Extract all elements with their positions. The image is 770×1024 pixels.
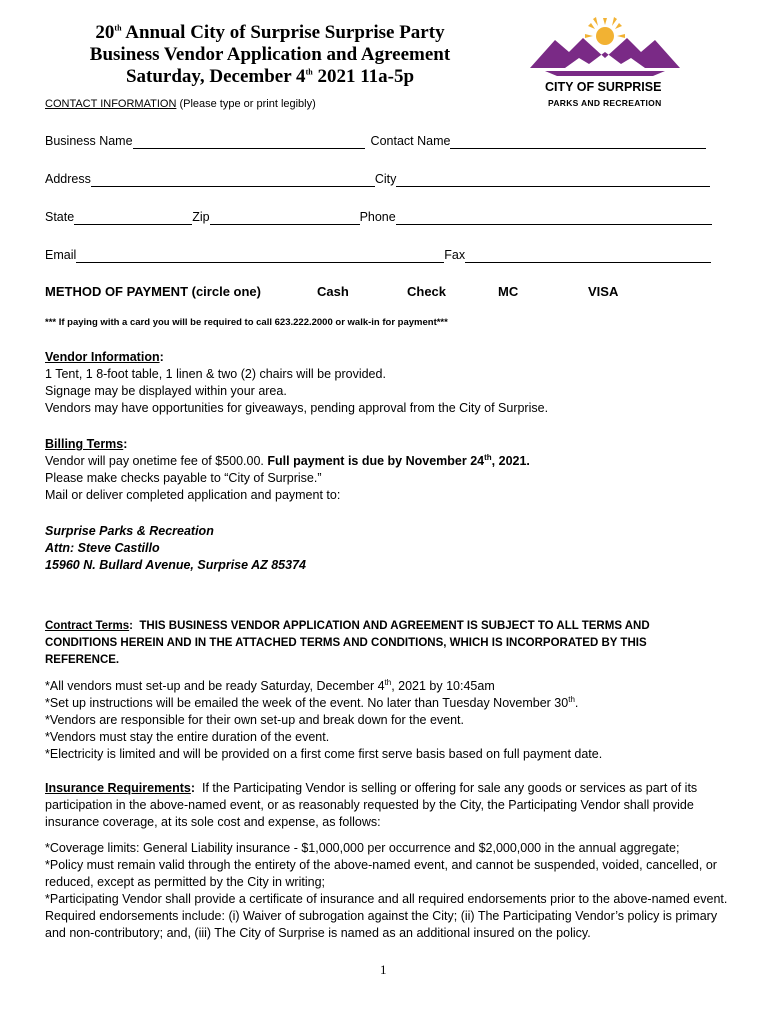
state-field[interactable] [74, 212, 192, 225]
vendor-info-line: Vendors may have opportunities for giveaways, pending approval from the City of Surprise. [45, 401, 549, 415]
contract-item: *Set up instructions will be emailed the week of the event. No later than Tuesday November 30th. [45, 694, 579, 710]
contract-terms-statement: Contract Terms: THIS BUSINESS VENDOR APPLICATION AND AGREEMENT IS SUBJECT TO ALL TERMS AND CONDITIONS HEREIN AND IN THE ATTACHED TERMS AND CONDITIONS, WHICH IS INCORPORATED BY THIS REFERENCE. [45, 620, 650, 666]
business-name-field[interactable] [133, 136, 365, 149]
insurance-items [45, 840, 735, 942]
page-number: 1 [380, 962, 387, 977]
contract-item: *Vendors must stay the entire duration of the event. [45, 730, 330, 744]
insurance-section [45, 780, 735, 831]
mailing-line-1: Surprise Parks & Recreation [45, 524, 214, 538]
title-line-3: Saturday, December 4th 2021 11a-5p [125, 66, 415, 87]
payment-note: *** If paying with a card you will be required to call 623.222.2000 or walk-in for payment*** [45, 317, 448, 328]
city-logo [525, 16, 690, 111]
mailing-line-3: 15960 N. Bullard Avenue, Surprise AZ 85374 [45, 558, 306, 572]
payment-option-check[interactable]: Check [407, 284, 447, 299]
payment-option-visa[interactable]: VISA [588, 284, 619, 299]
row-address-city [45, 171, 710, 187]
vendor-info-line: Signage may be displayed within your area. [45, 384, 287, 398]
payment-option-cash[interactable]: Cash [317, 284, 349, 299]
contract-item: *All vendors must set-up and be ready Saturday, December 4th, 2021 by 10:45am [45, 677, 495, 693]
address-field[interactable] [91, 174, 375, 187]
mailing-address [45, 523, 306, 574]
fax-label: Fax [444, 248, 466, 262]
state-label: State [45, 210, 75, 224]
document-title [60, 22, 480, 88]
email-label: Email [45, 248, 77, 262]
zip-label: Zip [192, 210, 210, 224]
row-business-contact [45, 133, 706, 149]
payment-method-row [45, 284, 725, 302]
payment-method-label: METHOD OF PAYMENT (circle one) [45, 284, 261, 299]
city-field[interactable] [396, 174, 710, 187]
logo-subtitle: PARKS AND RECREATION [548, 98, 662, 108]
fax-field[interactable] [465, 250, 711, 263]
insurance-item: *Policy must remain valid through the entirety of the above-named event, and cannot be suspended, voided, cancelled, or reduced, except as permitted by the City in writing; [45, 858, 717, 889]
email-field[interactable] [76, 250, 444, 263]
billing-line-3: Mail or deliver completed application and payment to: [45, 488, 341, 502]
title-line-2: Business Vendor Application and Agreement [89, 44, 451, 65]
row-state-zip-phone [45, 209, 712, 225]
logo-name: CITY OF SURPRISE [545, 80, 662, 94]
billing-line-2: Please make checks payable to “City of Surprise.” [45, 471, 322, 485]
billing-heading: Billing Terms: [45, 437, 128, 451]
insurance-item: *Coverage limits: General Liability insurance - $1,000,000 per occurrence and $2,000,000 in the annual aggregate; [45, 841, 680, 855]
payment-option-mc[interactable]: MC [498, 284, 519, 299]
contract-terms-section [45, 618, 685, 669]
contact-name-label: Contact Name [370, 134, 451, 148]
city-label: City [374, 172, 397, 186]
business-name-label: Business Name [45, 134, 133, 148]
contract-item: *Electricity is limited and will be provided on a first come first serve basis based on full payment date. [45, 747, 603, 761]
billing-section [45, 436, 735, 504]
zip-field[interactable] [210, 212, 360, 225]
contact-name-field[interactable] [450, 136, 706, 149]
row-email-fax [45, 247, 711, 263]
contact-heading: CONTACT INFORMATION (Please type or print legibly) [45, 98, 316, 110]
sun-mountains-logo-icon [525, 16, 685, 78]
title-line-1: 20th Annual City of Surprise Surprise Party [95, 22, 445, 43]
vendor-info-heading: Vendor Information: [45, 350, 164, 364]
phone-label: Phone [359, 210, 396, 224]
insurance-intro: Insurance Requirements: If the Participating Vendor is selling or offering for sale any goods or services as part of its participation in the above-named event, or as reasonably requested by the City, the Participating Vendor shall provide insurance coverage, at its sole cost and expense, as follows: [45, 781, 698, 829]
contract-items [45, 678, 745, 763]
billing-line-1: Vendor will pay onetime fee of $500.00. Full payment is due by November 24th, 2021. [45, 452, 530, 468]
insurance-item: *Participating Vendor shall provide a certificate of insurance and all required endorsements prior to the above-named event. Required endorsements include: (i) Waiver of subrogation against the City; (ii) The Participating Vendor’s policy is primary and non-contributory; and, (iii) The City of Surprise is named as an additional insured on the policy. [45, 892, 728, 940]
phone-field[interactable] [396, 212, 712, 225]
address-label: Address [45, 172, 91, 186]
contract-item: *Vendors are responsible for their own set-up and break down for the event. [45, 713, 465, 727]
mailing-line-2: Attn: Steve Castillo [45, 541, 160, 555]
vendor-info-line: 1 Tent, 1 8-foot table, 1 linen & two (2) chairs will be provided. [45, 367, 386, 381]
vendor-info-section [45, 349, 735, 417]
